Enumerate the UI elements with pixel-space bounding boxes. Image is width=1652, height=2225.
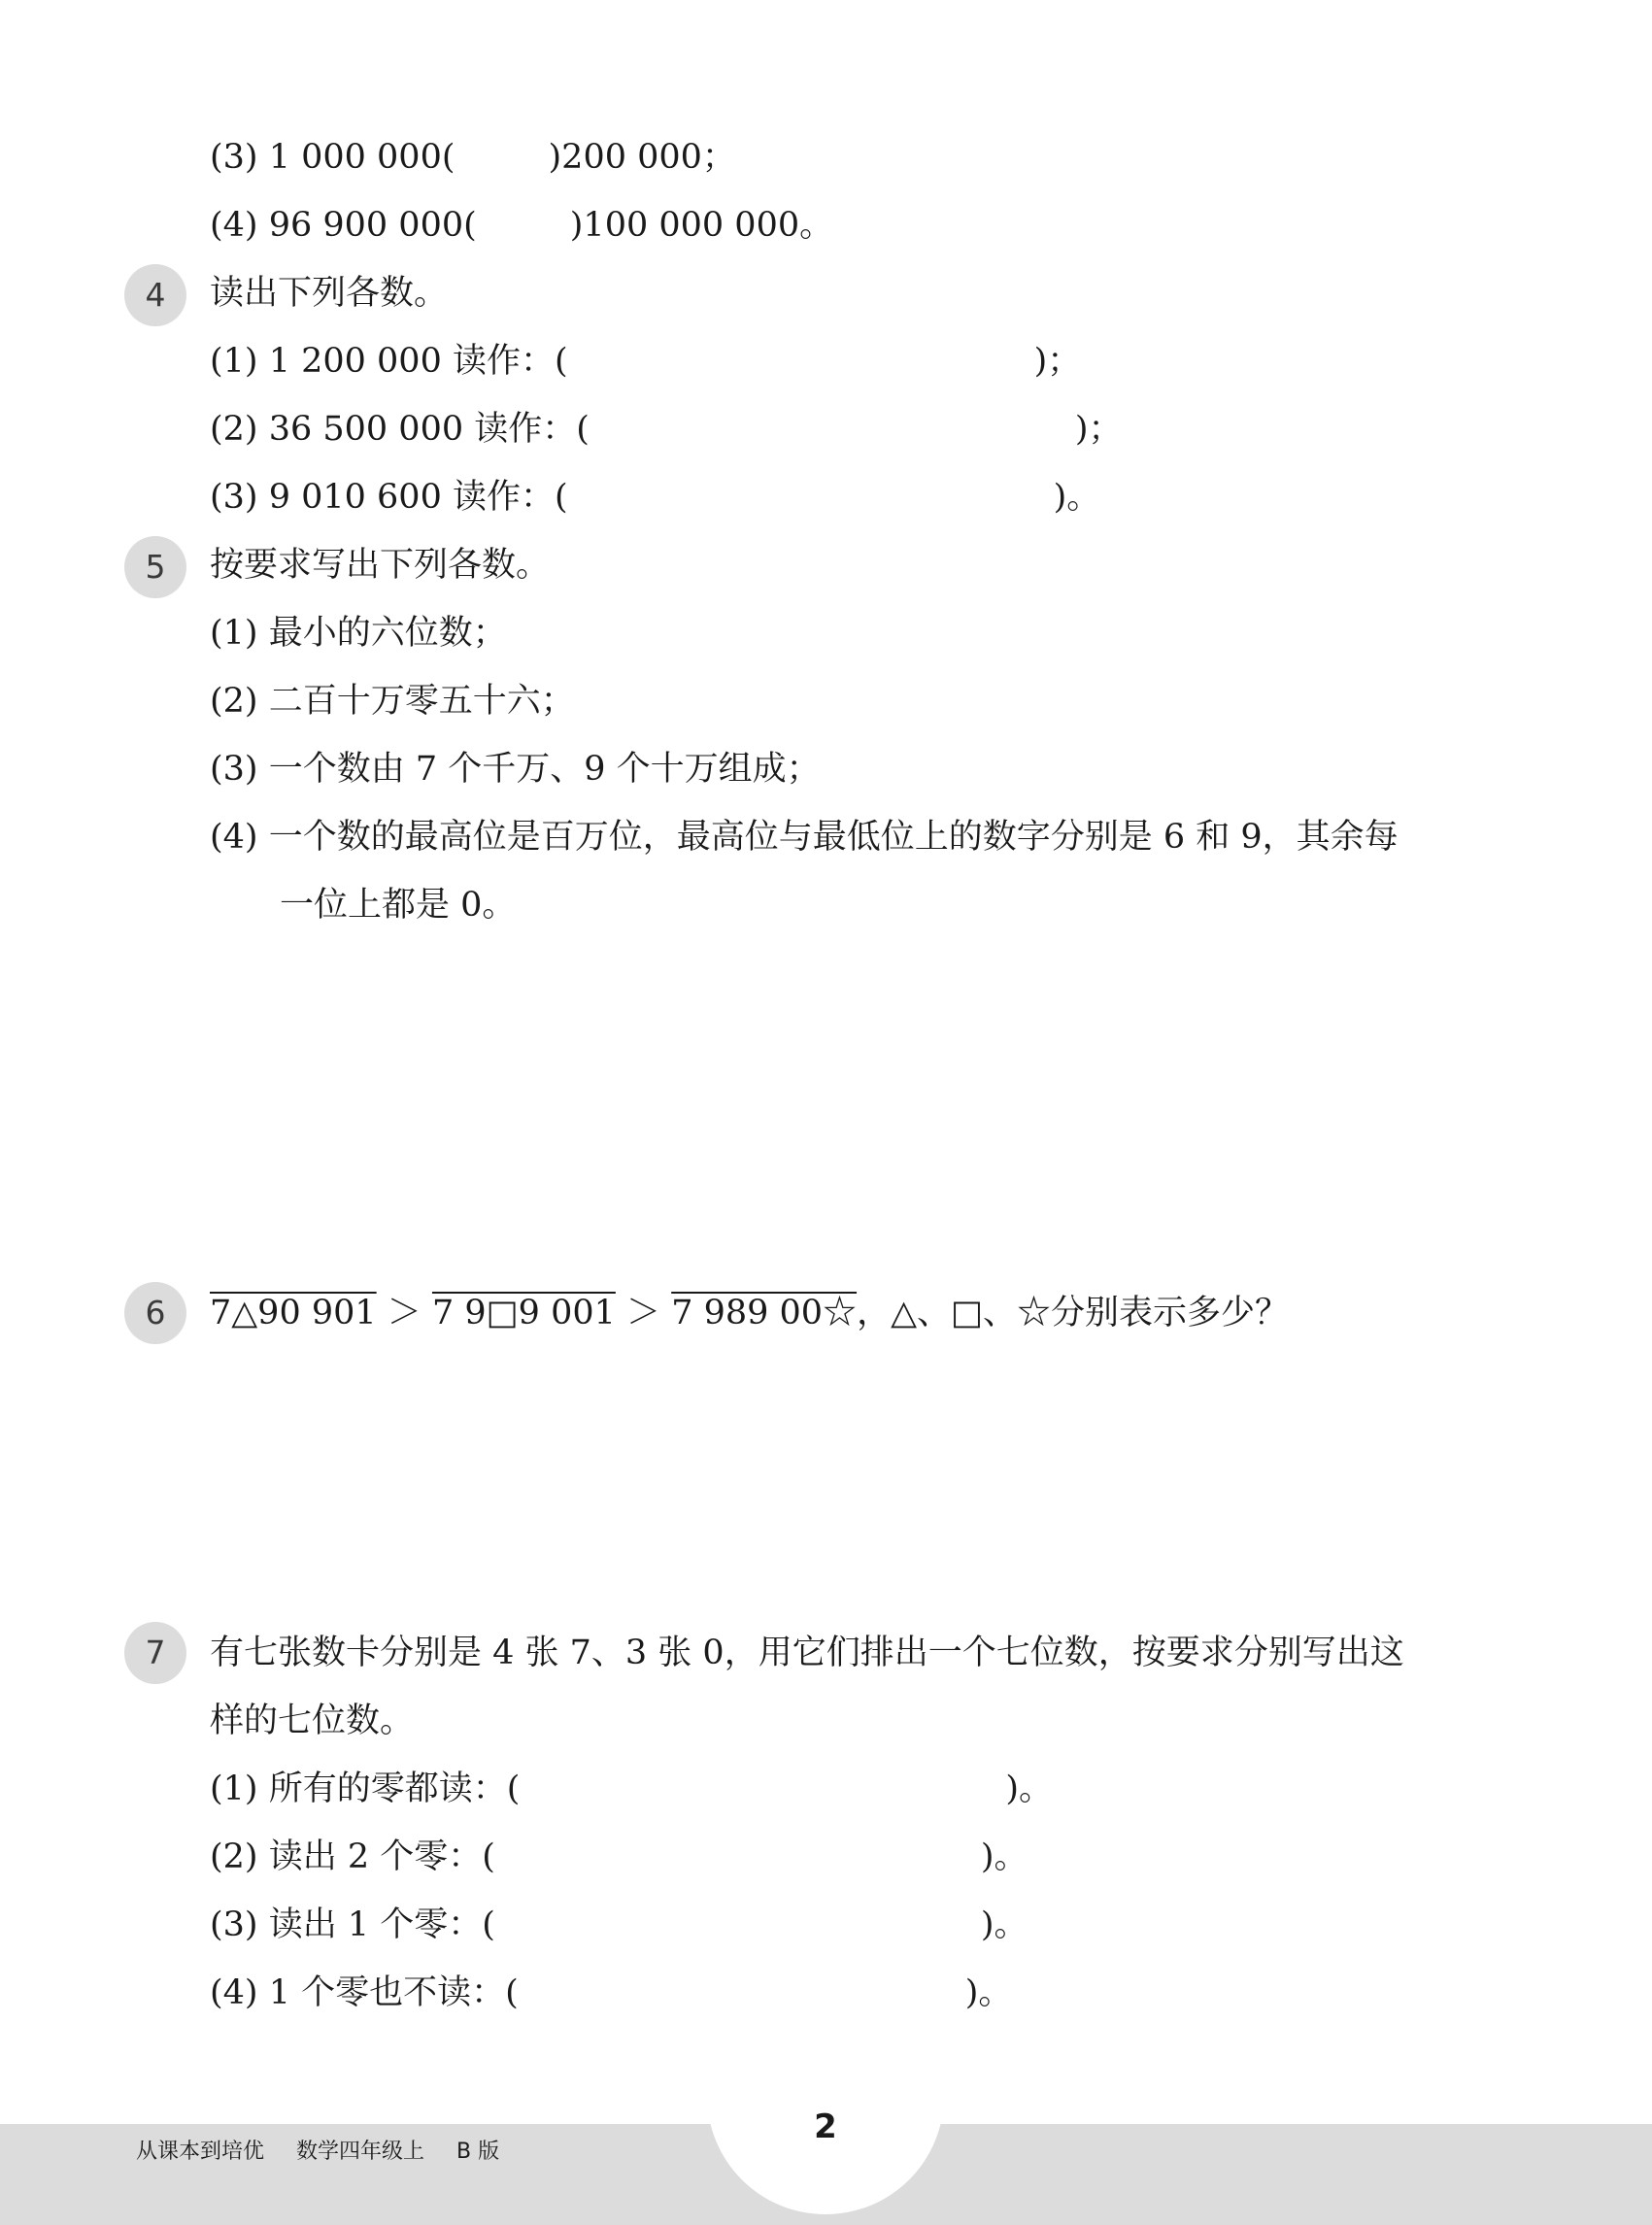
question-number-badge: 4	[124, 264, 186, 326]
q7-item-3: (3) 读出 1 个零：( )。	[210, 1905, 1028, 1944]
q7-item-1: (1) 所有的零都读：( )。	[210, 1770, 1054, 1808]
q6-prompt: 7△90 901 ＞ 7 9□9 001 ＞ 7 989 00☆，△、□、☆分别表示多少？	[210, 1294, 1290, 1332]
q4-item-2: (2) 36 500 000 读作：( )；	[210, 410, 1123, 449]
q6-question: ，△、□、☆分别表示多少？	[857, 1294, 1290, 1332]
q5-item-2: (2) 二百十万零五十六；	[210, 682, 575, 721]
footer-book-title: 从课本到培优	[136, 2140, 265, 2164]
page-number: 2	[814, 2107, 837, 2146]
q6-number-3: 7 989 00☆	[671, 1294, 858, 1332]
question-number-badge: 6	[124, 1282, 186, 1344]
q5-item-1: (1) 最小的六位数；	[210, 614, 507, 653]
q4-title: 读出下列各数。	[210, 274, 449, 313]
q7-item-4: (4) 1 个零也不读：( )。	[210, 1973, 1013, 2012]
q6-number-2: 7 9□9 001	[431, 1294, 616, 1332]
question-number-badge: 5	[124, 536, 186, 598]
q7-item-2: (2) 读出 2 个零：( )。	[210, 1837, 1028, 1876]
q4-item-1: (1) 1 200 000 读作：( )；	[210, 342, 1082, 381]
q3-item-3: (3) 1 000 000( )200 000；	[210, 138, 736, 177]
q6-number-1: 7△90 901	[210, 1294, 377, 1332]
q5-item-4-continued: 一位上都是 0。	[280, 886, 517, 925]
q5-item-4: (4) 一个数的最高位是百万位，最高位与最低位上的数字分别是 6 和 9，其余每	[210, 818, 1399, 857]
footer-subject: 数学四年级上	[296, 2140, 425, 2164]
footer-book-info	[136, 2135, 524, 2165]
question-number-badge: 7	[124, 1622, 186, 1684]
q5-title: 按要求写出下列各数。	[210, 546, 551, 585]
q5-item-3: (3) 一个数由 7 个千万、9 个十万组成；	[210, 750, 821, 789]
q3-item-4: (4) 96 900 000( )100 000 000。	[210, 206, 834, 245]
footer-edition: B 版	[456, 2140, 500, 2164]
q7-title: 有七张数卡分别是 4 张 7、3 张 0，用它们排出一个七位数，按要求分别写出这	[210, 1634, 1404, 1672]
q4-item-3: (3) 9 010 600 读作：( )。	[210, 478, 1101, 517]
q7-title-continued: 样的七位数。	[210, 1702, 415, 1740]
